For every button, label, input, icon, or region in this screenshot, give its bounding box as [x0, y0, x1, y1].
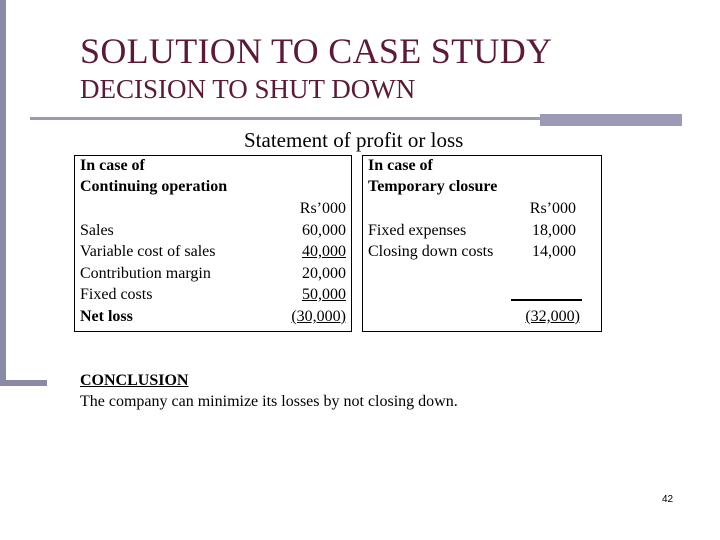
closure-unit: Rs’000: [529, 200, 576, 217]
continuing-row-value: 20,000: [302, 265, 346, 282]
continuing-row-value-wrap: [250, 241, 346, 262]
closure-row-label: Fixed expenses: [368, 222, 467, 239]
closure-total-rule: [511, 299, 582, 301]
continuing-net-loss-value: (30,000): [291, 308, 346, 325]
closure-row-value: 14,000: [532, 243, 576, 260]
closure-row-label: Closing down costs: [368, 243, 494, 260]
continuing-row-value: 40,000: [302, 243, 346, 260]
continuing-net-loss-wrap: [250, 306, 346, 327]
left-decoration-bar: [0, 0, 47, 386]
closure-total-wrap: [490, 306, 580, 327]
continuing-unit: Rs’000: [299, 200, 346, 217]
continuing-row-value: 50,000: [302, 286, 346, 303]
slide-title: SOLUTION TO CASE STUDY: [80, 31, 553, 71]
statement-title: Statement of profit or loss: [244, 128, 464, 152]
continuing-heading-1: In case of: [80, 157, 145, 174]
continuing-row-label: Contribution margin: [80, 265, 211, 282]
continuing-row-label: Fixed costs: [80, 286, 153, 303]
conclusion-title: CONCLUSION: [80, 372, 189, 389]
closure-heading-2: Temporary closure: [368, 178, 498, 195]
closure-heading-1: In case of: [368, 157, 433, 174]
left-bar-foot: [0, 380, 47, 386]
continuing-row-value: 60,000: [302, 222, 346, 239]
continuing-row-value-wrap: [250, 284, 346, 305]
continuing-row-label: Sales: [80, 222, 114, 239]
slide-subtitle: DECISION TO SHUT DOWN: [80, 74, 416, 104]
left-bar-vertical: [0, 0, 6, 386]
continuing-row-label: Variable cost of sales: [80, 243, 216, 260]
closure-total-value: (32,000): [525, 308, 580, 325]
continuing-net-loss-label: Net loss: [80, 308, 133, 325]
closure-row-value: 18,000: [532, 222, 576, 239]
continuing-heading-2: Continuing operation: [80, 178, 228, 195]
title-divider-accent: [540, 114, 682, 126]
conclusion-text: The company can minimize its losses by not closing down.: [80, 393, 458, 410]
page-number: 42: [662, 494, 674, 505]
